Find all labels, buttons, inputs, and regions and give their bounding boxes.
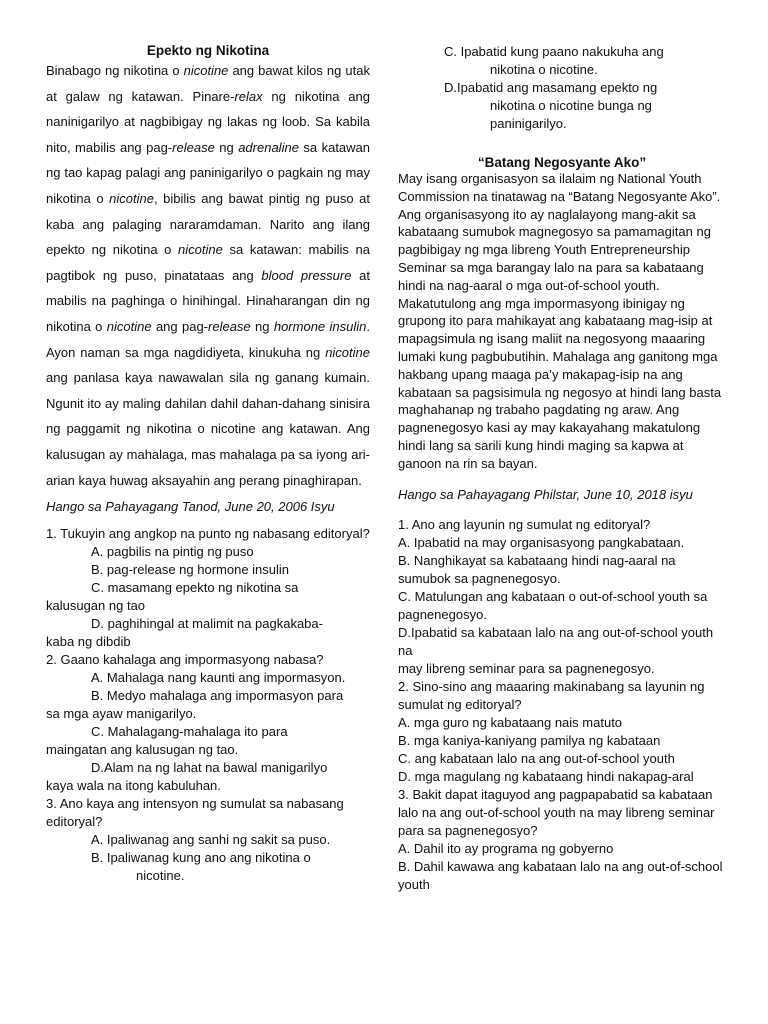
answer-option: C. Matulungan ang kabataan o out-of-school youth sa pagnenegosyo. [398, 588, 708, 622]
body-text-run: sa katawan: mabilis na pagtibok ng puso, pinatataas ang [46, 242, 371, 283]
option-line: paninigarilyo. [490, 116, 567, 131]
option-line: D.Ipabatid ang masamang epekto ng [444, 80, 658, 95]
question: 2. Gaano kahalaga ang impormasyong nabasa? [46, 652, 324, 668]
body-text-run: ng [214, 139, 239, 155]
option-line: nikotina o nicotine bunga ng [490, 98, 652, 113]
right-carry-options [398, 43, 726, 133]
body-text-run: release [208, 318, 251, 334]
answer-option [46, 579, 370, 615]
right-source: Hango sa Pahayagang Philstar, June 10, 2018 isyu [398, 486, 693, 502]
body-text-run: nicotine [109, 190, 154, 206]
answer-option: B. Dahil kawawa ang kabataan lalo na ang out-of-school [398, 858, 723, 874]
body-text-run: ang bawat kilos ng utak at galaw ng katawan. Pinare- [46, 63, 371, 104]
body-text-run: release [172, 139, 215, 155]
option-line: nicotine. [136, 868, 185, 884]
option-line: D.Alam na ng lahat na bawal manigarilyo [91, 760, 328, 776]
answer-option [46, 723, 370, 759]
answer-option: D.Ipabatid sa kabataan lalo na ang out-of-school youth na [398, 624, 714, 658]
answer-option [46, 561, 370, 579]
body-text-run: . Ayon naman sa mga nagdidiyeta, kinukuha ng [46, 318, 370, 360]
body-text-run: nicotine [178, 242, 223, 258]
option-line: A. Mahalaga nang kaunti ang impormasyon. [91, 670, 346, 686]
option-line: sa mga ayaw manigarilyo. [46, 706, 197, 722]
right-editorial-body: May isang organisasyon sa ilalaim ng National Youth Commission na tinatawag na “Batang Negosyante Ako”. Ang organisasyong ito ay naglalayong mang-akit sa kabataang sumubok magnegosyo sa pamamagitan ng pagbibigay ng mga libreng Youth Entrepreneurship Seminar sa mga barangay lalo na para sa kabataang hindi na nag-aaral o mga out-of-school youth. Makatutulong ang mga impormasyong ibinigay ng grupong ito para mahikayat ang kabataang mag-isip at mapagsimula ng isang maliit na negosyong maaaring lumaki kung pagbubutihin. Mahalaga ang ganitong mga hakbang upang maaga pa’y makapag-isip na ang kabataan sa pagsisimula ng negosyo at hindi lang basta maghahanap ng trabaho pagdating ng araw. Ang pagnenegosyo kasi ay may kakayahang makatulong hindi lang sa sarili kung hindi maging sa kapwa at ganoon na rin sa bayan. [398, 171, 722, 471]
body-text-run: nicotine [325, 344, 370, 360]
option-line: B. pag-release ng hormone insulin [91, 562, 290, 578]
left-title: Epekto ng Nikotina [146, 43, 270, 58]
option-line: C. masamang epekto ng nikotina sa [91, 580, 299, 596]
question: 3. Bakit dapat itaguyod ang pagpapabatid sa kabataan lalo na ang out-of-school youth na may libreng seminar para sa pagnenegosyo? [398, 786, 715, 838]
question: 3. Ano kaya ang intensyon ng sumulat sa nabasang editoryal? [46, 796, 344, 830]
question: 2. Sino-sino ang maaaring makinabang sa layunin ng sumulat ng editoryal? [398, 678, 705, 712]
answer-option [46, 849, 370, 885]
body-text-run: Binabago ng nikotina o [46, 63, 184, 78]
option-line: nikotina o nicotine. [490, 62, 598, 77]
option-line: C. Ipabatid kung paano nakukuha ang [444, 44, 664, 59]
option-line: kaba ng dibdib [46, 634, 131, 650]
right-questions [398, 516, 726, 894]
question: 1. Ano ang layunin ng sumulat ng editoryal? [398, 516, 651, 532]
body-text-run: nicotine [106, 318, 152, 334]
answer-option [398, 43, 726, 79]
body-text-run: blood pressure [261, 267, 352, 283]
body-text-run: at mabilis na paghinga o hinihingal. Hinaharangan din ng nikotina o [46, 267, 370, 334]
right-title: “Batang Negosyante Ako” [477, 155, 647, 170]
answer-option [398, 79, 726, 133]
option-line: kalusugan ng tao [46, 598, 146, 614]
option-line: maingatan ang kalusugan ng tao. [46, 742, 239, 758]
answer-option [46, 669, 370, 687]
option-line: B. Medyo mahalaga ang impormasyon para [91, 688, 344, 704]
option-line: A. pagbilis na pintig ng puso [91, 544, 254, 560]
answer-option: may libreng seminar para sa pagnenegosyo. [398, 660, 655, 676]
body-text-run: nicotine [183, 63, 229, 78]
body-text-run: ng nikotina ang naninigarilyo at nagbibigay ng lakas ng loob. Sa kabila nito, mabilis ang pag- [46, 88, 371, 155]
body-text-run: ng [250, 318, 274, 334]
option-line: B. Ipaliwanag kung ano ang nikotina o [91, 850, 311, 866]
answer-option: A. Ipabatid na may organisasyong pangkabataan. [398, 534, 685, 550]
answer-option [46, 759, 370, 795]
body-text-run: ang pag- [151, 318, 209, 334]
answer-option: A. Dahil ito ay programa ng gobyerno [398, 840, 614, 856]
answer-option [46, 543, 370, 561]
option-line: D. paghihingal at malimit na pagkakaba- [91, 616, 323, 632]
left-editorial-body [46, 58, 370, 493]
answer-option [46, 615, 370, 651]
answer-option: A. mga guro ng kabataang nais matuto [398, 714, 623, 730]
option-line: A. Ipaliwanag ang sanhi ng sakit sa puso. [91, 832, 331, 848]
left-questions [46, 525, 370, 885]
option-line: C. Mahalagang-mahalaga ito para [91, 724, 288, 740]
body-text-run: , bibilis ang bawat pintig ng puso at kaba ang palaging nararamdaman. Narito ang ilang epekto ng nikotina o [46, 190, 371, 258]
answer-option: youth [398, 876, 430, 892]
body-text-run: hormone insulin [273, 318, 367, 334]
answer-option: B. Nanghikayat sa kabataang hindi nag-aaral na sumubok sa pagnenegosyo. [398, 552, 676, 586]
body-text-run: ang panlasa kaya nawawalan sila ng ganang kumain. Ngunit ito ay maling dahilan dahil dahan-dahang sinisira ng paggamit ng nikotina o nicotine ang katawan. Ang kalusugan ay mahalaga, mas mahalaga pa sa iyong ari-arian kaya huwag aksayahin ang perang pinaghirapan. [46, 370, 370, 488]
answer-option: C. ang kabataan lalo na ang out-of-school youth [398, 750, 675, 766]
body-text-run: relax [234, 88, 263, 104]
option-line: kaya wala na itong kabuluhan. [46, 778, 221, 794]
right-column [398, 0, 726, 894]
answer-option [46, 687, 370, 723]
answer-option: B. mga kaniya-kaniyang pamilya ng kabataan [398, 732, 661, 748]
left-column [46, 0, 370, 885]
left-source: Hango sa Pahayagang Tanod, June 20, 2006 Isyu [46, 499, 335, 515]
answer-option [46, 831, 370, 849]
question: 1. Tukuyin ang angkop na punto ng nabasang editoryal? [46, 526, 370, 542]
answer-option: D. mga magulang ng kabataang hindi nakapag-aral [398, 768, 694, 784]
body-text-run: sa katawan ng tao kapag palagi ang paninigarilyo o pagkain ng may nikotina o [46, 139, 371, 206]
body-text-run: adrenaline [238, 139, 299, 155]
